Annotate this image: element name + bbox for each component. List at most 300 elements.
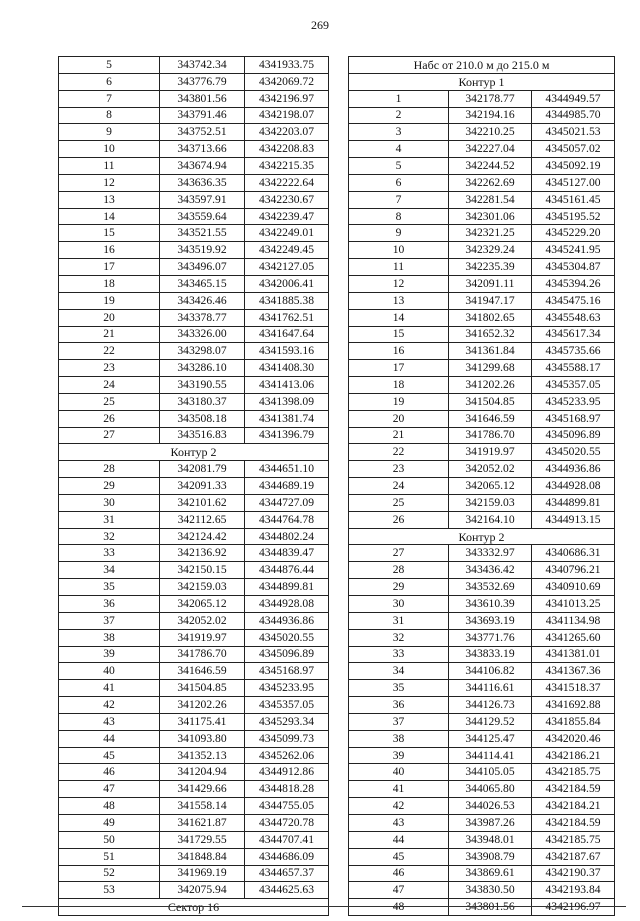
y-coordinate: 4342230.67 — [245, 191, 329, 208]
coordinate-row — [349, 663, 615, 680]
coordinate-row — [59, 174, 329, 191]
x-coordinate: 343597.91 — [160, 191, 245, 208]
coordinate-row — [59, 680, 329, 697]
point-number: 36 — [349, 697, 449, 714]
x-coordinate: 343332.97 — [449, 545, 532, 562]
y-coordinate: 4342198.07 — [245, 107, 329, 124]
coordinate-row — [349, 107, 615, 124]
y-coordinate: 4345475.16 — [532, 292, 615, 309]
point-number: 32 — [59, 528, 160, 545]
point-number: 39 — [59, 646, 160, 663]
y-coordinate: 4344839.47 — [245, 545, 329, 562]
coordinate-row — [59, 730, 329, 747]
point-number: 13 — [349, 292, 449, 309]
y-coordinate: 4345588.17 — [532, 360, 615, 377]
coordinate-row — [349, 612, 615, 629]
coordinate-row — [349, 814, 615, 831]
coordinate-row — [59, 747, 329, 764]
coordinate-row — [59, 141, 329, 158]
y-coordinate: 4341381.74 — [245, 410, 329, 427]
x-coordinate: 343833.19 — [449, 646, 532, 663]
coordinate-row — [59, 798, 329, 815]
y-coordinate: 4345735.66 — [532, 343, 615, 360]
x-coordinate: 341786.70 — [160, 646, 245, 663]
coordinate-row — [59, 494, 329, 511]
point-number: 40 — [349, 764, 449, 781]
y-coordinate: 4344928.08 — [532, 478, 615, 495]
x-coordinate: 344116.61 — [449, 680, 532, 697]
point-number: 40 — [59, 663, 160, 680]
coordinate-row — [59, 865, 329, 882]
y-coordinate: 4344928.08 — [245, 596, 329, 613]
x-coordinate: 343378.77 — [160, 309, 245, 326]
y-coordinate: 4341647.64 — [245, 326, 329, 343]
coordinate-row — [349, 494, 615, 511]
y-coordinate: 4342069.72 — [245, 73, 329, 90]
y-coordinate: 4344755.05 — [245, 798, 329, 815]
coordinate-row — [59, 781, 329, 798]
x-coordinate: 342281.54 — [449, 191, 532, 208]
x-coordinate: 341504.85 — [160, 680, 245, 697]
coordinate-row — [349, 225, 615, 242]
point-number: 5 — [59, 57, 160, 74]
point-number: 20 — [59, 309, 160, 326]
x-coordinate: 341969.19 — [160, 865, 245, 882]
coordinate-row — [349, 764, 615, 781]
point-number: 25 — [349, 494, 449, 511]
y-coordinate: 4344936.86 — [245, 612, 329, 629]
y-coordinate: 4341593.16 — [245, 343, 329, 360]
x-coordinate: 343742.34 — [160, 57, 245, 74]
coordinate-row — [349, 259, 615, 276]
point-number: 33 — [349, 646, 449, 663]
x-coordinate: 344065.80 — [449, 781, 532, 798]
x-coordinate: 343519.92 — [160, 242, 245, 259]
coordinate-row — [59, 545, 329, 562]
coordinate-row — [349, 478, 615, 495]
y-coordinate: 4342187.67 — [532, 848, 615, 865]
point-number: 14 — [59, 208, 160, 225]
coordinate-row — [349, 343, 615, 360]
coordinate-row — [59, 848, 329, 865]
coordinate-row — [59, 612, 329, 629]
y-coordinate: 4344936.86 — [532, 461, 615, 478]
point-number: 8 — [59, 107, 160, 124]
x-coordinate: 343752.51 — [160, 124, 245, 141]
point-number: 44 — [349, 831, 449, 848]
coordinate-row — [59, 410, 329, 427]
y-coordinate: 4344818.28 — [245, 781, 329, 798]
y-coordinate: 4341367.36 — [532, 663, 615, 680]
coordinate-row — [349, 511, 615, 528]
coordinate-row — [349, 747, 615, 764]
coordinate-row — [59, 326, 329, 343]
page-bottom-rule — [22, 906, 626, 907]
y-coordinate: 4341518.37 — [532, 680, 615, 697]
coordinate-row — [59, 343, 329, 360]
y-coordinate: 4345394.26 — [532, 275, 615, 292]
x-coordinate: 342227.04 — [449, 141, 532, 158]
y-coordinate: 4344912.86 — [245, 764, 329, 781]
coordinate-row — [59, 562, 329, 579]
coordinate-row — [59, 259, 329, 276]
section-header: Контур 2 — [349, 528, 615, 545]
y-coordinate: 4344651.10 — [245, 461, 329, 478]
point-number: 46 — [59, 764, 160, 781]
y-coordinate: 4342239.47 — [245, 208, 329, 225]
x-coordinate: 344106.82 — [449, 663, 532, 680]
x-coordinate: 343436.42 — [449, 562, 532, 579]
x-coordinate: 344129.52 — [449, 713, 532, 730]
coordinate-row — [59, 579, 329, 596]
point-number: 35 — [349, 680, 449, 697]
y-coordinate: 4345548.63 — [532, 309, 615, 326]
section-header-row — [59, 899, 329, 916]
coordinate-row — [59, 646, 329, 663]
x-coordinate: 344026.53 — [449, 798, 532, 815]
point-number: 17 — [59, 259, 160, 276]
x-coordinate: 342052.02 — [160, 612, 245, 629]
x-coordinate: 343801.56 — [449, 899, 532, 916]
coordinate-row — [349, 174, 615, 191]
coordinate-row — [349, 629, 615, 646]
coordinate-row — [59, 57, 329, 74]
coordinate-row — [349, 899, 615, 916]
point-number: 25 — [59, 393, 160, 410]
point-number: 23 — [349, 461, 449, 478]
y-coordinate: 4344707.41 — [245, 831, 329, 848]
point-number: 41 — [349, 781, 449, 798]
section-header-row — [349, 57, 615, 74]
x-coordinate: 341202.26 — [160, 697, 245, 714]
x-coordinate: 342194.16 — [449, 107, 532, 124]
coordinate-row — [349, 882, 615, 899]
point-number: 37 — [59, 612, 160, 629]
x-coordinate: 341786.70 — [449, 427, 532, 444]
y-coordinate: 4342184.59 — [532, 814, 615, 831]
coordinate-row — [59, 191, 329, 208]
y-coordinate: 4341398.09 — [245, 393, 329, 410]
coordinates-table-right — [348, 56, 615, 916]
y-coordinate: 4345229.20 — [532, 225, 615, 242]
y-coordinate: 4344720.78 — [245, 814, 329, 831]
y-coordinate: 4341885.38 — [245, 292, 329, 309]
y-coordinate: 4345357.05 — [532, 377, 615, 394]
x-coordinate: 344126.73 — [449, 697, 532, 714]
coordinate-row — [349, 410, 615, 427]
point-number: 9 — [59, 124, 160, 141]
coordinate-row — [349, 326, 615, 343]
point-number: 35 — [59, 579, 160, 596]
y-coordinate: 4345304.87 — [532, 259, 615, 276]
point-number: 11 — [59, 158, 160, 175]
y-coordinate: 4341013.25 — [532, 596, 615, 613]
point-number: 22 — [59, 343, 160, 360]
point-number: 12 — [349, 275, 449, 292]
x-coordinate: 343508.18 — [160, 410, 245, 427]
section-header-row — [349, 528, 615, 545]
x-coordinate: 343559.64 — [160, 208, 245, 225]
coordinate-row — [59, 528, 329, 545]
y-coordinate: 4342020.46 — [532, 730, 615, 747]
point-number: 18 — [349, 377, 449, 394]
y-coordinate: 4345020.55 — [245, 629, 329, 646]
coordinate-row — [349, 596, 615, 613]
x-coordinate: 343674.94 — [160, 158, 245, 175]
point-number: 17 — [349, 360, 449, 377]
point-number: 28 — [59, 461, 160, 478]
y-coordinate: 4345021.53 — [532, 124, 615, 141]
coordinate-row — [59, 882, 329, 899]
x-coordinate: 343180.37 — [160, 393, 245, 410]
y-coordinate: 4342222.64 — [245, 174, 329, 191]
point-number: 5 — [349, 158, 449, 175]
coordinate-row — [349, 309, 615, 326]
y-coordinate: 4345161.45 — [532, 191, 615, 208]
point-number: 39 — [349, 747, 449, 764]
point-number: 7 — [59, 90, 160, 107]
y-coordinate: 4342193.84 — [532, 882, 615, 899]
point-number: 22 — [349, 444, 449, 461]
coordinate-row — [349, 865, 615, 882]
point-number: 2 — [349, 107, 449, 124]
point-number: 49 — [59, 814, 160, 831]
point-number: 34 — [349, 663, 449, 680]
x-coordinate: 341361.84 — [449, 343, 532, 360]
y-coordinate: 4345241.95 — [532, 242, 615, 259]
point-number: 43 — [59, 713, 160, 730]
point-number: 13 — [59, 191, 160, 208]
x-coordinate: 344114.41 — [449, 747, 532, 764]
point-number: 37 — [349, 713, 449, 730]
coordinate-row — [59, 377, 329, 394]
y-coordinate: 4344985.70 — [532, 107, 615, 124]
point-number: 26 — [349, 511, 449, 528]
coordinate-row — [349, 646, 615, 663]
x-coordinate: 342081.79 — [160, 461, 245, 478]
point-number: 31 — [59, 511, 160, 528]
x-coordinate: 342091.11 — [449, 275, 532, 292]
point-number: 44 — [59, 730, 160, 747]
point-number: 47 — [349, 882, 449, 899]
coordinate-row — [349, 292, 615, 309]
coordinate-row — [59, 275, 329, 292]
point-number: 6 — [349, 174, 449, 191]
y-coordinate: 4342006.41 — [245, 275, 329, 292]
section-header: Набс от 210.0 м до 215.0 м — [349, 57, 615, 74]
y-coordinate: 4341265.60 — [532, 629, 615, 646]
x-coordinate: 343693.19 — [449, 612, 532, 629]
point-number: 28 — [349, 562, 449, 579]
point-number: 43 — [349, 814, 449, 831]
point-number: 34 — [59, 562, 160, 579]
x-coordinate: 343521.55 — [160, 225, 245, 242]
y-coordinate: 4342184.59 — [532, 781, 615, 798]
coordinate-row — [59, 242, 329, 259]
coordinate-row — [349, 124, 615, 141]
y-coordinate: 4345099.73 — [245, 730, 329, 747]
x-coordinate: 342178.77 — [449, 90, 532, 107]
point-number: 48 — [349, 899, 449, 916]
y-coordinate: 4344689.19 — [245, 478, 329, 495]
point-number: 30 — [349, 596, 449, 613]
y-coordinate: 4342186.21 — [532, 747, 615, 764]
point-number: 52 — [59, 865, 160, 882]
y-coordinate: 4345127.00 — [532, 174, 615, 191]
point-number: 21 — [349, 427, 449, 444]
point-number: 29 — [349, 579, 449, 596]
section-header-row — [59, 444, 329, 461]
coordinate-row — [349, 713, 615, 730]
coordinate-row — [349, 242, 615, 259]
x-coordinate: 341093.80 — [160, 730, 245, 747]
coordinate-row — [59, 158, 329, 175]
point-number: 53 — [59, 882, 160, 899]
x-coordinate: 341947.17 — [449, 292, 532, 309]
coordinate-row — [349, 730, 615, 747]
point-number: 15 — [59, 225, 160, 242]
x-coordinate: 342329.24 — [449, 242, 532, 259]
y-coordinate: 4344657.37 — [245, 865, 329, 882]
point-number: 38 — [59, 629, 160, 646]
y-coordinate: 4344764.78 — [245, 511, 329, 528]
coordinate-row — [59, 629, 329, 646]
coordinate-row — [349, 360, 615, 377]
coordinate-row — [349, 141, 615, 158]
section-header: Контур 1 — [349, 73, 615, 90]
y-coordinate: 4342249.45 — [245, 242, 329, 259]
x-coordinate: 343771.76 — [449, 629, 532, 646]
coordinate-row — [59, 461, 329, 478]
y-coordinate: 4345233.95 — [532, 393, 615, 410]
coordinate-row — [349, 562, 615, 579]
x-coordinate: 343610.39 — [449, 596, 532, 613]
x-coordinate: 343713.66 — [160, 141, 245, 158]
y-coordinate: 4345020.55 — [532, 444, 615, 461]
point-number: 27 — [59, 427, 160, 444]
x-coordinate: 343516.83 — [160, 427, 245, 444]
y-coordinate: 4342184.21 — [532, 798, 615, 815]
coordinate-row — [59, 814, 329, 831]
x-coordinate: 343190.55 — [160, 377, 245, 394]
x-coordinate: 342112.65 — [160, 511, 245, 528]
point-number: 19 — [59, 292, 160, 309]
coordinate-row — [349, 680, 615, 697]
y-coordinate: 4344876.44 — [245, 562, 329, 579]
coordinate-row — [59, 478, 329, 495]
point-number: 9 — [349, 225, 449, 242]
x-coordinate: 344105.05 — [449, 764, 532, 781]
point-number: 42 — [349, 798, 449, 815]
x-coordinate: 343776.79 — [160, 73, 245, 90]
x-coordinate: 341652.32 — [449, 326, 532, 343]
x-coordinate: 341299.68 — [449, 360, 532, 377]
y-coordinate: 4344949.57 — [532, 90, 615, 107]
y-coordinate: 4342185.75 — [532, 831, 615, 848]
x-coordinate: 343465.15 — [160, 275, 245, 292]
section-header: Контур 2 — [59, 444, 329, 461]
x-coordinate: 341204.94 — [160, 764, 245, 781]
x-coordinate: 342052.02 — [449, 461, 532, 478]
x-coordinate: 343496.07 — [160, 259, 245, 276]
coordinate-row — [349, 781, 615, 798]
y-coordinate: 4345617.34 — [532, 326, 615, 343]
y-coordinate: 4342203.07 — [245, 124, 329, 141]
y-coordinate: 4342215.35 — [245, 158, 329, 175]
point-number: 24 — [59, 377, 160, 394]
coordinate-row — [349, 158, 615, 175]
y-coordinate: 4344686.09 — [245, 848, 329, 865]
point-number: 6 — [59, 73, 160, 90]
y-coordinate: 4342190.37 — [532, 865, 615, 882]
coordinate-row — [59, 309, 329, 326]
point-number: 7 — [349, 191, 449, 208]
coordinate-row — [59, 208, 329, 225]
coordinate-row — [349, 461, 615, 478]
coordinate-row — [349, 377, 615, 394]
x-coordinate: 342321.25 — [449, 225, 532, 242]
x-coordinate: 341175.41 — [160, 713, 245, 730]
x-coordinate: 341848.84 — [160, 848, 245, 865]
x-coordinate: 341919.97 — [449, 444, 532, 461]
x-coordinate: 341802.65 — [449, 309, 532, 326]
x-coordinate: 343326.00 — [160, 326, 245, 343]
coordinate-row — [349, 275, 615, 292]
y-coordinate: 4344899.81 — [245, 579, 329, 596]
x-coordinate: 341646.59 — [449, 410, 532, 427]
x-coordinate: 343869.61 — [449, 865, 532, 882]
x-coordinate: 342159.03 — [449, 494, 532, 511]
coordinate-row — [59, 90, 329, 107]
coordinate-row — [349, 831, 615, 848]
x-coordinate: 342262.69 — [449, 174, 532, 191]
point-number: 16 — [59, 242, 160, 259]
y-coordinate: 4342249.01 — [245, 225, 329, 242]
x-coordinate: 342301.06 — [449, 208, 532, 225]
x-coordinate: 343801.56 — [160, 90, 245, 107]
coordinate-row — [349, 697, 615, 714]
y-coordinate: 4345096.89 — [532, 427, 615, 444]
y-coordinate: 4344899.81 — [532, 494, 615, 511]
coordinate-row — [349, 191, 615, 208]
x-coordinate: 343636.35 — [160, 174, 245, 191]
x-coordinate: 342136.92 — [160, 545, 245, 562]
coordinate-row — [349, 393, 615, 410]
y-coordinate: 4344802.24 — [245, 528, 329, 545]
x-coordinate: 343298.07 — [160, 343, 245, 360]
x-coordinate: 343908.79 — [449, 848, 532, 865]
point-number: 11 — [349, 259, 449, 276]
point-number: 24 — [349, 478, 449, 495]
point-number: 51 — [59, 848, 160, 865]
y-coordinate: 4341762.51 — [245, 309, 329, 326]
point-number: 8 — [349, 208, 449, 225]
y-coordinate: 4341408.30 — [245, 360, 329, 377]
x-coordinate: 341429.66 — [160, 781, 245, 798]
x-coordinate: 343830.50 — [449, 882, 532, 899]
x-coordinate: 342210.25 — [449, 124, 532, 141]
x-coordinate: 342159.03 — [160, 579, 245, 596]
y-coordinate: 4345057.02 — [532, 141, 615, 158]
y-coordinate: 4344625.63 — [245, 882, 329, 899]
y-coordinate: 4341933.75 — [245, 57, 329, 74]
point-number: 45 — [349, 848, 449, 865]
point-number: 38 — [349, 730, 449, 747]
y-coordinate: 4345293.34 — [245, 713, 329, 730]
point-number: 31 — [349, 612, 449, 629]
coordinate-row — [349, 208, 615, 225]
x-coordinate: 344125.47 — [449, 730, 532, 747]
